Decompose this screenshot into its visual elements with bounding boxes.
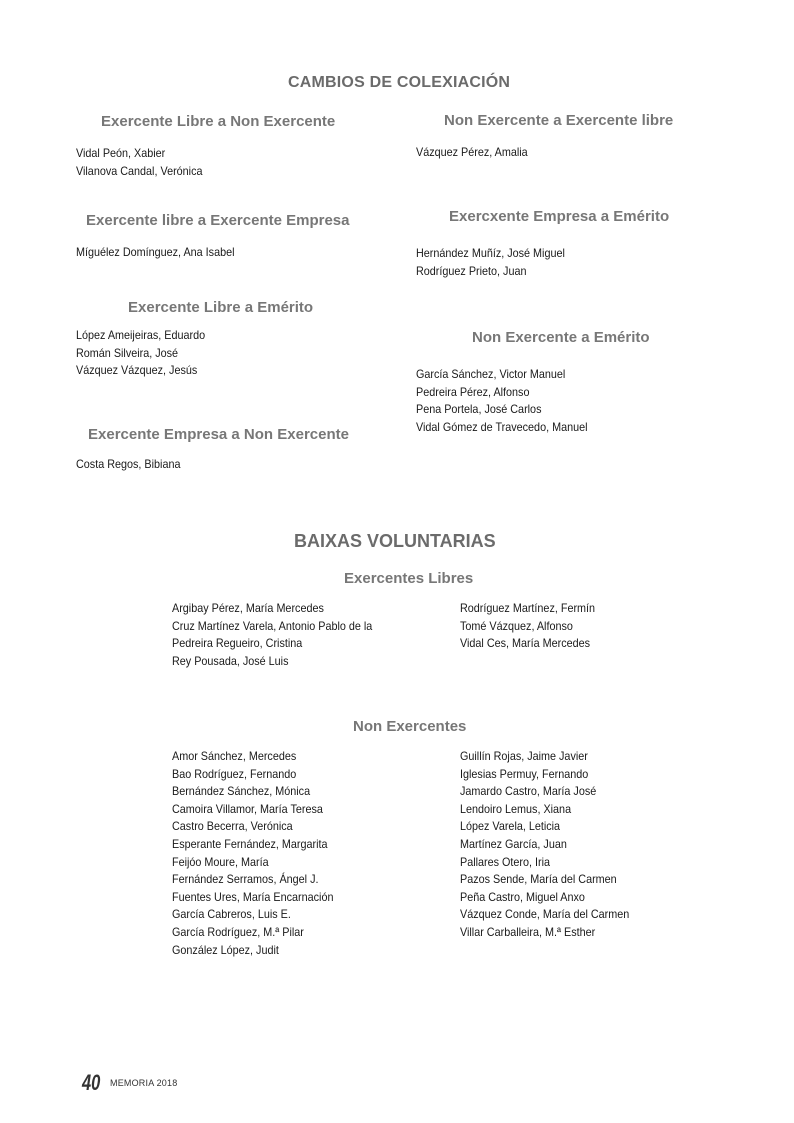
list-item: Peña Castro, Miguel Anxo xyxy=(460,889,585,904)
list-item: Pallares Otero, Iria xyxy=(460,854,551,869)
list-libre-empresa xyxy=(76,244,234,262)
list-item: Hernández Muñíz, José Miguel xyxy=(416,246,565,260)
list-item: Villar Carballeira, M.ª Esther xyxy=(460,924,596,939)
list-item: Pedreira Pérez, Alfonso xyxy=(416,384,530,399)
list-item: García Cabreros, Luis E. xyxy=(172,907,291,922)
list-non-col1 xyxy=(172,748,333,959)
list-item: Pazos Sende, María del Carmen xyxy=(460,872,617,887)
list-empresa-non xyxy=(76,456,180,474)
list-item: Vázquez Conde, María del Carmen xyxy=(460,907,630,922)
list-item: López Varela, Leticia xyxy=(460,819,561,834)
list-item: López Ameijeiras, Eduardo xyxy=(76,328,206,342)
list-item: Jamardo Castro, María José xyxy=(460,784,597,799)
list-item: Román Silveira, José xyxy=(76,345,179,360)
list-non-libre xyxy=(416,144,528,162)
list-item: Argibay Pérez, María Mercedes xyxy=(172,601,324,615)
section-title-cambios: CAMBIOS DE COLEXIACIÓN xyxy=(288,74,511,91)
list-libres-col2 xyxy=(460,600,595,653)
list-item: Bernández Sánchez, Mónica xyxy=(172,784,311,799)
list-item: Esperante Fernández, Margarita xyxy=(172,836,328,851)
list-libres-col1 xyxy=(172,600,372,670)
heading-libre-emerito: Exercente Libre a Emérito xyxy=(128,299,314,316)
heading-empresa-non: Exercente Empresa a Non Exercente xyxy=(88,426,349,443)
list-item: Feijóo Moure, María xyxy=(172,854,269,869)
list-item: Camoira Villamor, María Teresa xyxy=(172,801,323,816)
heading-libre-non: Exercente Libre a Non Exercente xyxy=(101,113,336,130)
list-non-emerito xyxy=(416,366,588,436)
list-item: Rodríguez Martínez, Fermín xyxy=(460,601,596,615)
list-item: González López, Judit xyxy=(172,942,279,957)
list-item: Vidal Ces, María Mercedes xyxy=(460,636,591,651)
list-item: Guillín Rojas, Jaime Javier xyxy=(460,749,588,763)
page-number: 40 xyxy=(82,1070,101,1095)
section-title-baixas: BAIXAS VOLUNTARIAS xyxy=(294,531,496,551)
list-item: Castro Becerra, Verónica xyxy=(172,819,293,834)
heading-non-emerito: Non Exercente a Emérito xyxy=(472,329,650,346)
list-item: Fuentes Ures, María Encarnación xyxy=(172,889,334,904)
list-item: Vázquez Vázquez, Jesús xyxy=(76,363,198,378)
list-item: Amor Sánchez, Mercedes xyxy=(172,749,297,763)
heading-empresa-emerito: Exercxente Empresa a Emérito xyxy=(449,208,670,225)
list-item: Vázquez Pérez, Amalia xyxy=(416,145,528,159)
list-item: Costa Regos, Bibiana xyxy=(76,457,181,471)
list-item: Míguélez Domínguez, Ana Isabel xyxy=(76,245,235,259)
heading-exercentes-libres: Exercentes Libres xyxy=(344,570,474,587)
list-item: García Rodríguez, M.ª Pilar xyxy=(172,924,304,939)
list-empresa-emerito xyxy=(416,245,565,280)
list-item: Rey Pousada, José Luis xyxy=(172,653,289,668)
list-item: Tomé Vázquez, Alfonso xyxy=(460,618,573,633)
list-item: Fernández Serramos, Ángel J. xyxy=(172,872,319,887)
heading-non-libre: Non Exercente a Exercente libre xyxy=(444,112,674,129)
heading-non-exercentes: Non Exercentes xyxy=(353,718,467,735)
heading-libre-empresa: Exercente libre a Exercente Empresa xyxy=(86,212,350,229)
list-item: García Sánchez, Victor Manuel xyxy=(416,367,566,381)
list-item: Pedreira Regueiro, Cristina xyxy=(172,636,303,651)
list-item: Iglesias Permuy, Fernando xyxy=(460,766,589,781)
list-item: Cruz Martínez Varela, Antonio Pablo de la xyxy=(172,618,373,633)
list-item: Martínez García, Juan xyxy=(460,836,567,851)
list-libre-emerito xyxy=(76,327,205,380)
list-item: Vidal Peón, Xabier xyxy=(76,146,166,160)
list-non-col2 xyxy=(460,748,629,942)
list-item: Pena Portela, José Carlos xyxy=(416,402,542,417)
list-libre-non xyxy=(76,145,202,180)
list-item: Vidal Gómez de Travecedo, Manuel xyxy=(416,419,588,434)
list-item: Vilanova Candal, Verónica xyxy=(76,163,203,178)
list-item: Lendoiro Lemus, Xiana xyxy=(460,801,572,816)
list-item: Bao Rodríguez, Fernando xyxy=(172,766,297,781)
list-item: Rodríguez Prieto, Juan xyxy=(416,263,527,278)
footer-label: MEMORIA 2018 xyxy=(110,1078,178,1088)
